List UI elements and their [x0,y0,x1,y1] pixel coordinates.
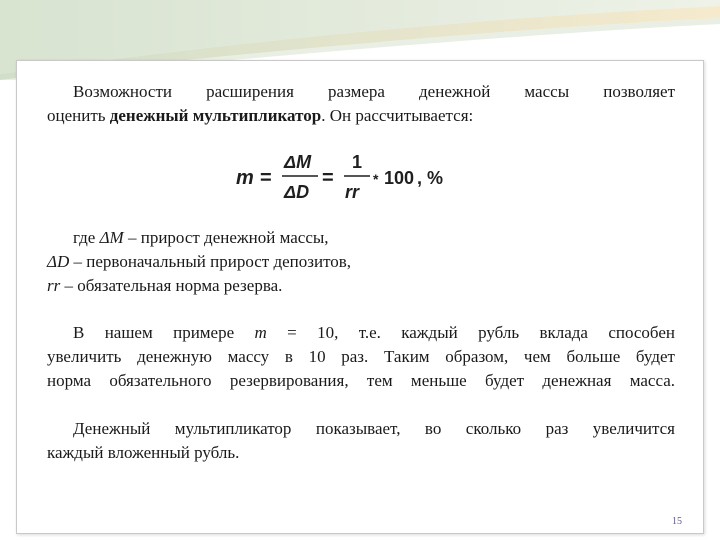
formula-factor: 100 [384,168,415,188]
formula-unit: , % [417,168,444,188]
example-paragraph [47,321,675,393]
intro-line-1: Возможности расширения размера денежной массы позволяет [73,82,675,101]
formula-eq-2: = [322,167,334,189]
intro-paragraph [47,80,675,128]
symbol-delta-m: ΔM [99,228,124,247]
example-line-3: норма обязательного резервирования, тем меньше будет денежная масса. [47,371,675,390]
formula-denominator-2: rr [345,182,360,202]
definition-rr [47,274,675,298]
term-money-multiplier: денежный мультипликатор [109,106,322,125]
intro-line-2-suffix: . Он рассчитывается: [321,106,474,125]
definition-prefix: где [73,228,100,247]
symbol-delta-d: ΔD [47,252,70,271]
definition-delta-d [47,250,675,274]
example-line-1-b: = 10, т.е. каждый рубль вклада способен [266,323,675,342]
formula-eq-1: = [260,167,272,189]
formula-lhs: m [236,167,254,189]
definition-text: – обязательная норма резерва. [60,276,283,295]
intro-line-2 [47,104,675,128]
page-number: 15 [672,516,682,527]
intro-line-2-prefix: оценить [47,106,110,125]
multiplier-formula [232,148,462,204]
formula-numerator-1: ΔM [284,152,312,172]
definition-text: – первоначальный прирост депозитов, [69,252,352,271]
conclusion-line-1: Денежный мультипликатор показывает, во сколько раз увеличится [73,419,675,438]
example-line-1-a: В нашем примере [73,323,255,342]
formula-numerator-2: 1 [352,152,363,172]
symbol-rr: rr [47,276,61,295]
conclusion-line-2: каждый вложенный рубль. [47,443,240,462]
symbol-m: m [254,323,267,342]
definitions-list [47,226,675,298]
example-line-1 [47,321,675,345]
formula-times: * [373,171,379,187]
conclusion-paragraph [47,417,675,465]
example-line-2: увеличить денежную массу в 10 раз. Таким образом, чем больше будет [47,347,675,366]
formula-denominator-1: ΔD [284,182,310,202]
definition-text: – прирост денежной массы, [123,228,329,247]
definition-delta-m [47,226,675,250]
